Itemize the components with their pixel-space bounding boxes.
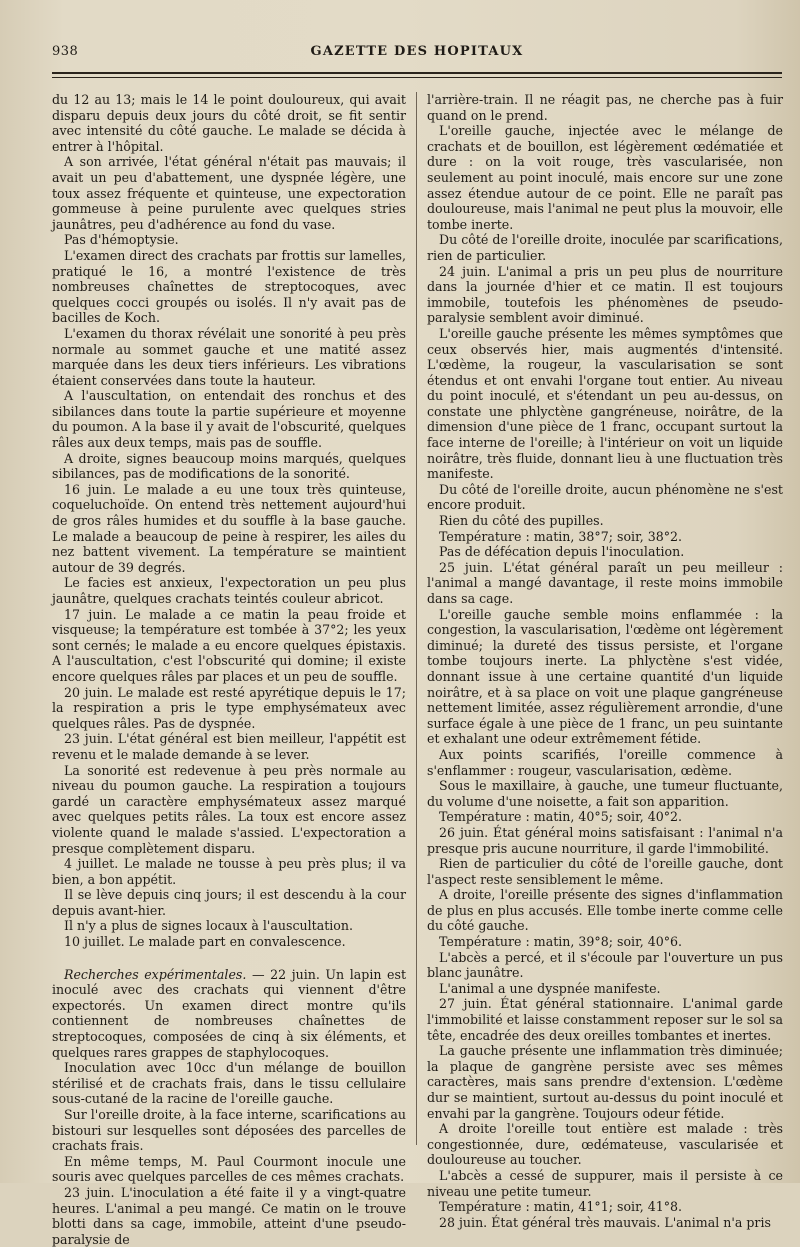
paragraph: La sonorité est redevenue à peu près normale au niveau du poumon gauche. La respiration a toujours gardé un caractère emphysémateux assez marqué avec quelques petits râles. La toux est encore assez violente quand le malade s'assied. L'expectoration a presque complètement disparu. [52,762,406,856]
paragraph: 23 juin. L'inoculation a été faite il y a vingt-quatre heures. L'animal a peu mangé. Ce matin on le trouve blotti dans sa cage, immobile, atteint d'une pseudo-paralysie de [52,1184,406,1247]
left-column [52,92,406,1247]
paragraph: La gauche présente une inflammation très diminuée; la plaque de gangrène persiste avec ses mêmes caractères, mais sans prendre d'extension. L'œdème dur se maintient, surtout au-dessus du point inoculé et envahi par la gangrène. Toujours odeur fétide. [427,1043,783,1121]
paragraph: Température : matin, 39°8; soir, 40°6. [439,934,683,950]
paragraph: Température : matin, 41°1; soir, 41°8. [439,1199,683,1215]
paragraph: 26 juin. État général moins satisfaisant : l'animal n'a presque pris aucune nourriture, il garde l'immobilité. [427,824,783,856]
paragraph: 20 juin. Le malade est resté apyrétique depuis le 17; la respiration a pris le type emphysémateux avec quelques râles. Pas de dyspnée. [52,684,406,731]
section-paragraph [52,967,406,1061]
header-rule-thick [52,72,782,74]
paragraph: L'oreille gauche semble moins enflammée : la congestion, la vascularisation, l'œdème ont légèrement diminué; la dureté des tissus persiste, et l'organe tombe toujours inerte. La phlyctène s'est vidée, donnant issue à une certaine quantité d'un liquide noirâtre, et à sa place on voit une plaque gangréneuse nettement limitée, assez régulièrement arrondie, d'une surface égale à une pièce de 1 franc, un peu suintante et exhalant une odeur extrêmement fétide. [427,606,783,747]
paragraph: Il se lève depuis cinq jours; il est descendu à la cour depuis avant-hier. [52,887,406,918]
paragraph: Du côté de l'oreille droite, inoculée par scarifications, rien de particulier. [427,232,783,263]
paragraph: Rien de particulier du côté de l'oreille gauche, dont l'aspect reste sensiblement le même. [427,856,783,887]
paragraph: L'oreille gauche, injectée avec le mélange de crachats et de bouillon, est légèrement œdématiée et dure : on la voit rouge, très vascularisée, non seulement au point inoculé, mais encore sur une zone assez étendue autour de ce point. Elle ne paraît pas douloureuse, mais l'animal ne peut plus la mouvoir, elle tombe inerte. [427,123,783,232]
paragraph: L'examen du thorax révélait une sonorité à peu près normale au sommet gauche et une matité assez marquée dans les deux tiers inférieurs. Les vibrations étaient conservées dans toute la hauteur. [52,325,406,388]
paragraph: Sous le maxillaire, à gauche, une tumeur fluctuante, du volume d'une noisette, a fait son apparition. [427,778,783,809]
paragraph: 24 juin. L'animal a pris un peu plus de nourriture dans la journée d'hier et ce matin. Il est toujours immobile, toutefois les phénomènes de pseudo-paralysie semblent avoir diminué. [427,263,783,326]
paragraph: 27 juin. État général stationnaire. L'animal garde l'immobilité et laisse constamment reposer sur le sol sa tête, encadrée des deux oreilles tombantes et inertes. [427,996,783,1043]
paragraph: Température : matin, 40°5; soir, 40°2. [439,809,683,825]
paragraph: A son arrivée, l'état général n'était pas mauvais; il avait un peu d'abattement, une dyspnée légère, une toux assez fréquente et quinteuse, une expectoration gommeuse à peine purulente avec quelques stries jaunâtres, peu d'adhérence au fond du vase. [52,154,406,232]
paragraph: 23 juin. L'état général est bien meilleur, l'appétit est revenu et le malade demande à se lever. [52,731,406,762]
section-text: — 22 juin. Un lapin est inoculé avec des crachats qui viennent d'être expectorés. Un examen direct montre qu'ils contiennent de nombreuses chaînettes de streptocoques, composées de cinq à six éléments, et quelques rares grappes de staphylocoques. [52,966,407,1060]
paragraph: Pas d'hémoptysie. [64,232,179,248]
paragraph: L'abcès a percé, et il s'écoule par l'ouverture un pus blanc jaunâtre. [427,949,783,981]
paragraph: Le facies est anxieux, l'expectoration un peu plus jaunâtre, quelques crachats teintés couleur abricot. [52,575,406,606]
paragraph: l'arrière-train. Il ne réagit pas, ne cherche pas à fuir quand on le prend. [427,92,783,123]
paragraph: A droite, l'oreille présente des signes d'inflammation de plus en plus accusés. Elle tombe inerte comme celle du côté gauche. [427,887,783,934]
journal-title: GAZETTE DES HOPITAUX [310,44,524,59]
paragraph: A droite, signes beaucoup moins marqués, quelques sibilances, pas de modifications de la sonorité. [52,450,406,482]
paragraph: 4 juillet. Le malade ne tousse à peu près plus; il va bien, a bon appétit. [52,856,406,887]
section-heading: Recherches expérimentales. [64,966,247,982]
paragraph: 17 juin. Le malade a ce matin la peau froide et visqueuse; la température est tombée à 37°2; les yeux sont cernés; le malade a eu encore quelques épistaxis. A l'auscultation, c'est l'obscurité qui domine; il existe encore quelques râles par places et un peu de souffle. [52,606,406,684]
paragraph: 16 juin. Le malade a eu une toux très quinteuse, coqueluchoïde. On entend très nettement aujourd'hui de gros râles humides et du souffle à la base gauche. Le malade a beaucoup de peine à respirer, les ailes du nez battent vivement. La température se maintient autour de 39 degrés. [52,481,406,575]
header-rule-thin [52,77,782,78]
paragraph: L'animal a une dyspnée manifeste. [439,980,661,996]
paragraph: A l'auscultation, on entendait des ronchus et des sibilances dans toute la partie supérieure et moyenne du poumon. A la base il y avait de l'obscurité, quelques râles aux deux temps, mais pas de souffle. [52,388,406,451]
paragraph: Température : matin, 38°7; soir, 38°2. [439,528,683,544]
right-column [427,92,783,1230]
paragraph: L'abcès a cessé de suppurer, mais il persiste à ce niveau une petite tumeur. [427,1167,783,1199]
paragraph: L'oreille gauche présente les mêmes symptômes que ceux observés hier, mais augmentés d'intensité. L'œdème, la rougeur, la vascularisation se sont étendus et ont envahi l'organe tout entier. Au niveau du point inoculé, et s'étendant un peu au-dessus, on constate une phlyctène gangréneuse, noirâtre, de la dimension d'une pièce de 1 franc, occupant surtout la face interne de l'oreille; à l'intérieur on voit un liquide noirâtre, très fluide, donnant lieu à une fluctuation très manifeste. [427,325,783,482]
paragraph: Aux points scarifiés, l'oreille commence à s'enflammer : rougeur, vascularisation, œdème. [427,746,783,778]
paragraph: Inoculation avec 10cc d'un mélange de bouillon stérilisé et de crachats frais, dans le tissu cellulaire sous-cutané de la racine de l'oreille gauche. [52,1060,406,1107]
paragraph: Rien du côté des pupilles. [439,513,604,529]
paragraph: Du côté de l'oreille droite, aucun phénomène ne s'est encore produit. [427,481,783,513]
page-number: 938 [52,44,79,59]
page-header [52,44,782,66]
paragraph: 10 juillet. Le malade part en convalescence. [64,934,346,950]
paragraph: En même temps, M. Paul Courmont inocule une souris avec quelques parcelles de ces mêmes crachats. [52,1153,406,1185]
paragraph: 28 juin. État général très mauvais. L'animal n'a pris [439,1214,771,1230]
column-divider [416,92,417,1145]
paragraph: 25 juin. L'état général paraît un peu meilleur : l'animal a mangé davantage, il reste moins immobile dans sa cage. [427,559,783,606]
paragraph: Il n'y a plus de signes locaux à l'auscultation. [64,918,353,934]
paragraph: L'examen direct des crachats par frottis sur lamelles, pratiqué le 16, a montré l'existence de très nombreuses chaînettes de streptocoques, avec quelques cocci groupés ou isolés. Il n'y avait pas de bacilles de Koch. [52,247,406,326]
paragraph: du 12 au 13; mais le 14 le point douloureux, qui avait disparu depuis deux jours du côté droit, se fit sentir avec intensité du côté gauche. Le malade se décida à entrer à l'hôpital. [52,92,406,154]
paragraph: Pas de défécation depuis l'inoculation. [439,544,685,560]
paragraph: A droite l'oreille tout entière est malade : très congestionnée, dure, œdémateuse, vascularisée et douloureuse au toucher. [427,1121,783,1168]
paragraph: Sur l'oreille droite, à la face interne, scarifications au bistouri sur lesquelles sont déposées des parcelles de crachats frais. [52,1107,406,1154]
